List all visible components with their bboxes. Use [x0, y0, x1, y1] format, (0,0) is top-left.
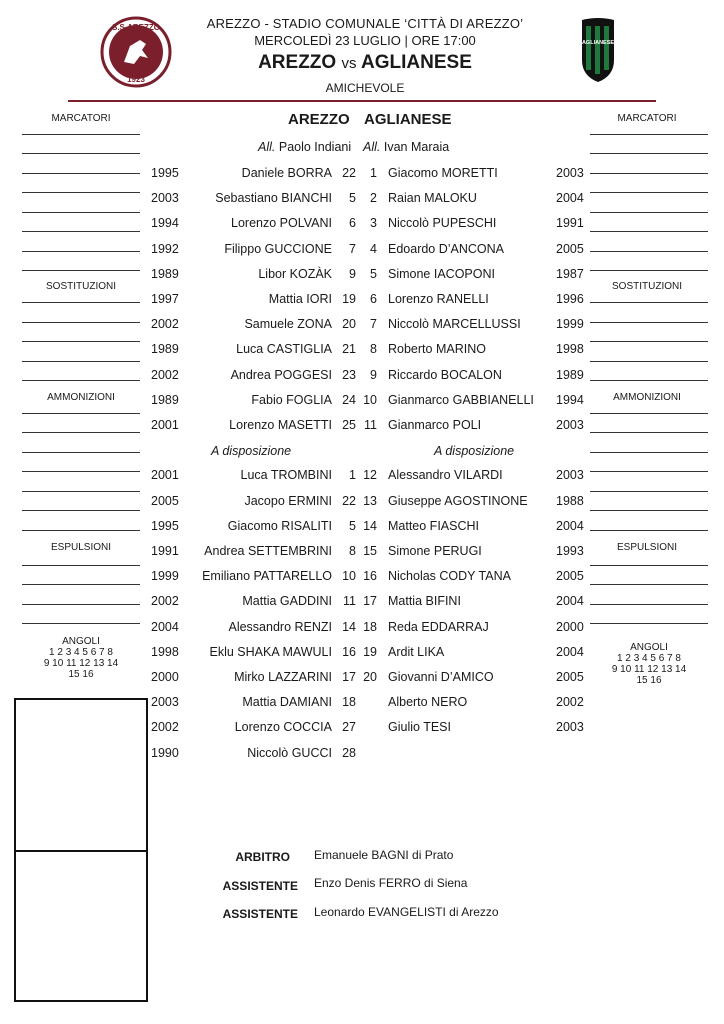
- away-player-year: 1998: [556, 342, 584, 356]
- away-player-name: Gianmarco GABBIANELLI: [388, 393, 534, 407]
- away-coach-name: Ivan Maraia: [383, 140, 450, 154]
- home-player-number: 24: [342, 393, 356, 407]
- home-player-year: 1991: [151, 544, 179, 558]
- away-player-number: 3: [370, 216, 377, 230]
- away-player-year: 2003: [556, 468, 584, 482]
- home-player-name: Mattia IORI: [268, 292, 332, 306]
- right-angoli: [590, 642, 708, 686]
- away-player-name: Niccolò MARCELLUSSI: [388, 317, 521, 331]
- home-player-name: Fabio FOGLIA: [251, 393, 332, 407]
- away-player-year: 1999: [556, 317, 584, 331]
- home-player-name: Luca CASTIGLIA: [236, 342, 332, 356]
- left-line[interactable]: [22, 432, 140, 433]
- home-player-number: 22: [342, 494, 356, 508]
- away-player-name: Alessandro VILARDI: [388, 468, 503, 482]
- away-player-year: 1994: [556, 393, 584, 407]
- right-line[interactable]: [590, 604, 708, 605]
- away-player-name: Giacomo MORETTI: [388, 166, 498, 180]
- right-ammonizioni-label: AMMONIZIONI: [613, 392, 681, 403]
- home-player-number: 19: [342, 292, 356, 306]
- away-player-number: 13: [363, 494, 377, 508]
- left-line[interactable]: [22, 380, 140, 381]
- right-line[interactable]: [590, 565, 708, 566]
- away-player-name: Riccardo BOCALON: [388, 368, 502, 382]
- home-player-year: 1999: [151, 569, 179, 583]
- away-player-number: 19: [363, 645, 377, 659]
- away-player-number: 7: [370, 317, 377, 331]
- home-player-number: 7: [349, 242, 356, 256]
- right-sostituzioni-label: SOSTITUZIONI: [612, 281, 682, 292]
- right-line[interactable]: [590, 134, 708, 135]
- left-line[interactable]: [22, 341, 140, 342]
- notes-box-top[interactable]: [14, 698, 148, 852]
- home-player-name: Lorenzo POLVANI: [231, 216, 332, 230]
- home-player-name: Daniele BORRA: [241, 166, 332, 180]
- away-team-title: AGLIANESE: [361, 52, 472, 73]
- arezzo-logo: [100, 16, 172, 88]
- left-line[interactable]: [22, 530, 140, 531]
- home-player-year: 1994: [151, 216, 179, 230]
- home-player-year: 2001: [151, 468, 179, 482]
- away-player-year: 2004: [556, 645, 584, 659]
- home-coach: [258, 140, 351, 154]
- home-player-year: 1989: [151, 393, 179, 407]
- match-venue: AREZZO - STADIO COMUNALE ‘CITTÀ DI AREZZO’: [206, 16, 524, 31]
- left-line[interactable]: [22, 212, 140, 213]
- home-player-number: 5: [349, 191, 356, 205]
- away-player-number: 15: [363, 544, 377, 558]
- right-angoli-row[interactable]: 1 2 3 4 5 6 7 8: [617, 653, 681, 664]
- home-player-name: Emiliano PATTARELLO: [202, 569, 332, 583]
- home-player-year: 1989: [151, 267, 179, 281]
- left-line[interactable]: [22, 361, 140, 362]
- home-coach-name: Paolo Indiani: [278, 140, 352, 154]
- left-line[interactable]: [22, 565, 140, 566]
- away-player-number: 17: [363, 594, 377, 608]
- right-line[interactable]: [590, 173, 708, 174]
- away-player-name: Giovanni D’AMICO: [388, 670, 494, 684]
- home-player-number: 5: [349, 519, 356, 533]
- away-player-number: 4: [370, 242, 377, 256]
- vs-label: vs: [341, 55, 357, 72]
- left-line[interactable]: [22, 452, 140, 453]
- home-player-year: 1998: [151, 645, 179, 659]
- away-player-number: 10: [363, 393, 377, 407]
- left-ammonizioni-label: AMMONIZIONI: [47, 392, 115, 403]
- away-player-name: Raian MALOKU: [388, 191, 477, 205]
- home-player-name: Jacopo ERMINI: [244, 494, 332, 508]
- home-player-name: Samuele ZONA: [244, 317, 332, 331]
- home-player-year: 2002: [151, 317, 179, 331]
- left-angoli-row[interactable]: 9 10 11 12 13 14: [43, 658, 119, 669]
- right-line[interactable]: [590, 251, 708, 252]
- home-player-year: 2005: [151, 494, 179, 508]
- home-player-name: Mirko LAZZARINI: [234, 670, 332, 684]
- away-player-name: Giuseppe AGOSTINONE: [388, 494, 528, 508]
- home-player-year: 1989: [151, 342, 179, 356]
- away-player-name: Alberto NERO: [388, 695, 468, 709]
- home-player-number: 27: [342, 720, 356, 734]
- home-player-name: Lorenzo COCCIA: [234, 720, 332, 734]
- away-player-year: 2004: [556, 594, 584, 608]
- home-coach-prefix: All.: [258, 140, 276, 154]
- away-player-year: 2002: [556, 695, 584, 709]
- away-player-name: Ardit LIKA: [388, 645, 445, 659]
- left-line[interactable]: [22, 134, 140, 135]
- aglianese-logo: [578, 16, 618, 84]
- home-player-name: Mattia GADDINI: [242, 594, 332, 608]
- home-player-year: 2003: [151, 191, 179, 205]
- left-line[interactable]: [22, 302, 140, 303]
- official-name: Leonardo EVANGELISTI di Arezzo: [314, 905, 499, 919]
- right-line[interactable]: [590, 361, 708, 362]
- away-player-year: 1987: [556, 267, 584, 281]
- right-line[interactable]: [590, 413, 708, 414]
- away-player-name: Simone PERUGI: [388, 544, 482, 558]
- away-player-number: 5: [370, 267, 377, 281]
- away-player-year: 2005: [556, 670, 584, 684]
- away-player-number: 9: [370, 368, 377, 382]
- right-line[interactable]: [590, 452, 708, 453]
- left-line[interactable]: [22, 231, 140, 232]
- home-player-number: 14: [342, 620, 356, 634]
- right-angoli-row[interactable]: 9 10 11 12 13 14: [611, 664, 687, 675]
- away-coach-prefix: All.: [363, 140, 381, 154]
- away-player-number: 11: [364, 418, 377, 432]
- right-line[interactable]: [590, 192, 708, 193]
- left-espulsioni-label: ESPULSIONI: [50, 542, 112, 553]
- away-player-year: 1989: [556, 368, 584, 382]
- away-player-year: 2005: [556, 569, 584, 583]
- home-team-title: AREZZO: [258, 52, 337, 73]
- left-angoli-row[interactable]: 15 16: [68, 669, 94, 680]
- home-player-year: 2004: [151, 620, 179, 634]
- home-team-header: AREZZO: [288, 111, 350, 128]
- away-player-number: 2: [370, 191, 377, 205]
- away-player-name: Nicholas CODY TANA: [388, 569, 511, 583]
- left-line[interactable]: [22, 604, 140, 605]
- right-line[interactable]: [590, 432, 708, 433]
- left-sostituzioni-label: SOSTITUZIONI: [46, 281, 116, 292]
- right-angoli-row[interactable]: 15 16: [636, 675, 662, 686]
- away-player-year: 2005: [556, 242, 584, 256]
- left-line[interactable]: [22, 322, 140, 323]
- home-player-name: Andrea SETTEMBRINI: [204, 544, 332, 558]
- left-line[interactable]: [22, 623, 140, 624]
- home-player-number: 8: [349, 544, 356, 558]
- away-player-name: Mattia BIFINI: [388, 594, 461, 608]
- away-player-number: 12: [363, 468, 377, 482]
- away-player-number: 1: [370, 166, 377, 180]
- home-player-name: Filippo GUCCIONE: [224, 242, 332, 256]
- away-player-number: 16: [363, 569, 377, 583]
- right-marcatori-label: MARCATORI: [617, 113, 677, 124]
- away-coach: [363, 140, 449, 154]
- home-player-number: 21: [342, 342, 356, 356]
- arezzo-logo-year: 1923: [127, 75, 145, 84]
- away-player-number: 6: [370, 292, 377, 306]
- home-player-number: 25: [342, 418, 356, 432]
- away-player-name: Lorenzo RANELLI: [388, 292, 489, 306]
- home-player-name: Lorenzo MASETTI: [229, 418, 332, 432]
- home-player-number: 20: [342, 317, 356, 331]
- home-player-name: Eklu SHAKA MAWULI: [209, 645, 332, 659]
- away-player-name: Matteo FIASCHI: [388, 519, 479, 533]
- home-player-number: 23: [342, 368, 356, 382]
- match-datetime: MERCOLEDÌ 23 LUGLIO | ORE 17:00: [254, 33, 476, 48]
- official-name: Enzo Denis FERRO di Siena: [314, 876, 468, 890]
- away-player-name: Gianmarco POLI: [388, 418, 482, 432]
- home-player-number: 17: [342, 670, 356, 684]
- away-player-year: 2000: [556, 620, 584, 634]
- home-player-year: 1992: [151, 242, 179, 256]
- away-player-year: 2003: [556, 418, 584, 432]
- away-player-name: Reda EDDARRAJ: [388, 620, 489, 634]
- right-line[interactable]: [590, 153, 708, 154]
- home-player-number: 9: [349, 267, 356, 281]
- home-player-number: 28: [342, 746, 356, 760]
- left-line[interactable]: [22, 491, 140, 492]
- notes-box-bottom[interactable]: [14, 850, 148, 1002]
- official-role: ARBITRO: [235, 850, 290, 864]
- home-player-name: Libor KOZÀK: [258, 267, 332, 281]
- official-role: ASSISTENTE: [222, 907, 298, 921]
- left-marcatori-label: MARCATORI: [51, 113, 111, 124]
- away-player-year: 1993: [556, 544, 584, 558]
- right-espulsioni-label: ESPULSIONI: [616, 542, 678, 553]
- left-angoli-label: ANGOLI: [62, 636, 100, 647]
- home-disposizione-label: A disposizione: [211, 444, 292, 458]
- left-line[interactable]: [22, 510, 140, 511]
- away-player-name: Giulio TESI: [388, 720, 451, 734]
- home-player-year: 2002: [151, 720, 179, 734]
- left-line[interactable]: [22, 471, 140, 472]
- home-player-year: 2000: [151, 670, 179, 684]
- home-player-name: Andrea POGGESI: [230, 368, 332, 382]
- header-divider: [68, 100, 656, 102]
- home-player-year: 2002: [151, 368, 179, 382]
- away-player-number: 14: [363, 519, 377, 533]
- home-player-number: 11: [343, 594, 356, 608]
- home-player-number: 1: [349, 468, 356, 482]
- right-line[interactable]: [590, 491, 708, 492]
- left-line[interactable]: [22, 413, 140, 414]
- away-disposizione-label: A disposizione: [434, 444, 515, 458]
- away-player-number: 8: [370, 342, 377, 356]
- home-player-name: Niccolò GUCCI: [247, 746, 332, 760]
- away-player-name: Edoardo D’ANCONA: [388, 242, 505, 256]
- right-line[interactable]: [590, 584, 708, 585]
- home-player-year: 1997: [151, 292, 179, 306]
- official-role: ASSISTENTE: [222, 879, 298, 893]
- home-player-name: Luca TROMBINI: [240, 468, 332, 482]
- competition-label: AMICHEVOLE: [325, 81, 405, 95]
- away-player-year: 2003: [556, 720, 584, 734]
- right-line[interactable]: [590, 380, 708, 381]
- away-player-year: 1996: [556, 292, 584, 306]
- right-line[interactable]: [590, 471, 708, 472]
- away-player-year: 2004: [556, 519, 584, 533]
- left-line[interactable]: [22, 584, 140, 585]
- away-player-year: 1991: [556, 216, 584, 230]
- away-player-year: 2003: [556, 166, 584, 180]
- left-line[interactable]: [22, 192, 140, 193]
- right-line[interactable]: [590, 322, 708, 323]
- right-line[interactable]: [590, 231, 708, 232]
- left-line[interactable]: [22, 251, 140, 252]
- right-line[interactable]: [590, 270, 708, 271]
- arezzo-logo-text: S.S.AREZZO: [111, 23, 161, 32]
- home-player-year: 2002: [151, 594, 179, 608]
- right-line[interactable]: [590, 302, 708, 303]
- away-player-name: Roberto MARINO: [388, 342, 486, 356]
- home-player-number: 18: [342, 695, 356, 709]
- away-player-name: Niccolò PUPESCHI: [388, 216, 497, 230]
- right-angoli-label: ANGOLI: [630, 642, 668, 653]
- left-line[interactable]: [22, 270, 140, 271]
- right-line[interactable]: [590, 212, 708, 213]
- home-player-year: 1995: [151, 166, 179, 180]
- home-player-number: 16: [342, 645, 356, 659]
- home-player-year: 2001: [151, 418, 179, 432]
- home-player-year: 1990: [151, 746, 179, 760]
- away-player-number: 18: [363, 620, 377, 634]
- right-line[interactable]: [590, 341, 708, 342]
- left-line[interactable]: [22, 153, 140, 154]
- away-team-header: AGLIANESE: [364, 111, 452, 128]
- home-player-name: Giacomo RISALITI: [227, 519, 332, 533]
- away-player-year: 1988: [556, 494, 584, 508]
- home-player-name: Sebastiano BIANCHI: [215, 191, 332, 205]
- home-player-number: 6: [349, 216, 356, 230]
- home-player-name: Mattia DAMIANI: [242, 695, 332, 709]
- home-player-year: 2003: [151, 695, 179, 709]
- away-player-number: 20: [363, 670, 377, 684]
- away-player-name: Simone IACOPONI: [388, 267, 495, 281]
- right-line[interactable]: [590, 530, 708, 531]
- away-player-year: 2004: [556, 191, 584, 205]
- left-line[interactable]: [22, 173, 140, 174]
- home-player-number: 10: [342, 569, 356, 583]
- home-player-name: Alessandro RENZI: [228, 620, 332, 634]
- left-angoli: [22, 636, 140, 680]
- left-angoli-row[interactable]: 1 2 3 4 5 6 7 8: [49, 647, 113, 658]
- right-line[interactable]: [590, 510, 708, 511]
- official-name: Emanuele BAGNI di Prato: [314, 848, 454, 862]
- home-player-number: 22: [342, 166, 356, 180]
- aglianese-logo-text: AGLIANESE: [581, 40, 615, 46]
- right-line[interactable]: [590, 623, 708, 624]
- match-title: [180, 52, 550, 74]
- home-player-year: 1995: [151, 519, 179, 533]
